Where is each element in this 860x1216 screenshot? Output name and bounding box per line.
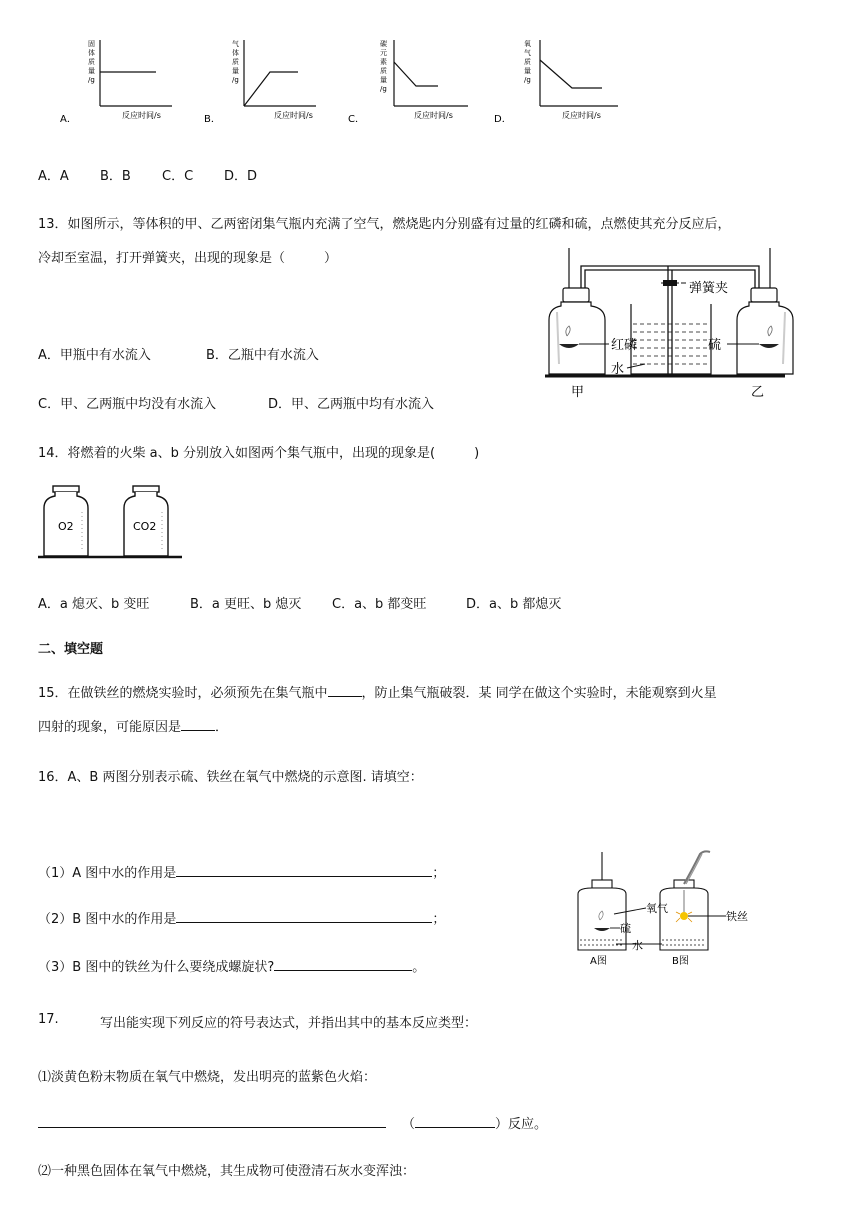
q16-sub2: （2）B 图中水的作用是 ； (38, 908, 445, 927)
q16-blank-3[interactable] (274, 956, 412, 971)
q15-blank-1[interactable] (328, 682, 362, 697)
q16-sub3: （3）B 图中的铁丝为什么要绕成螺旋状? 。 (38, 956, 425, 975)
q16-sub1: （1）A 图中水的作用是 ； (38, 862, 445, 881)
q17-stem: 写出能实现下列反应的符号表达式，并指出其中的基本反应类型： (100, 1016, 478, 1031)
q17-number: 17. (38, 1012, 59, 1027)
graph-a-xlabel: 反应时间/s (122, 111, 161, 120)
graph-c-letter: C． (348, 114, 365, 125)
q15-blank-2[interactable] (181, 716, 215, 731)
label-iron-wire: 铁丝 (726, 910, 748, 923)
q13-stem-line2: 冷却至室温，打开弹簧夹，出现的现象是（ ） (38, 251, 338, 266)
q14-option-c[interactable]: C．a、b 都变旺 (332, 597, 427, 612)
q13-stem-line1: 13．如图所示，等体积的甲、乙两密闭集气瓶内充满了空气，燃烧匙内分别盛有过量的红磷和硫，点燃使其充分反应后， (38, 217, 731, 232)
q15-line1: 15．在做铁丝的燃烧实验时，必须预先在集气瓶中 ，防止集气瓶破裂．某 同学在做这个实验时，未能观察到火星 (38, 682, 717, 701)
label-yi: 乙 (751, 385, 765, 400)
graph-a-letter: A． (60, 114, 77, 125)
label-a-figure: A图 (590, 956, 607, 967)
graph-b-xlabel: 反应时间/s (274, 111, 313, 120)
q12-option-c[interactable]: C．C (162, 169, 194, 184)
graph-d-xlabel: 反应时间/s (562, 111, 601, 120)
q14-option-d[interactable]: D．a、b 都熄灭 (466, 597, 562, 612)
q17-blank-type[interactable] (415, 1113, 495, 1128)
graph-c-curve (394, 62, 438, 86)
q13-option-c[interactable]: C．甲、乙两瓶中均没有水流入 (38, 397, 217, 412)
graph-b-letter: B． (204, 114, 221, 125)
graph-b (198, 38, 338, 128)
graph-d-curve (540, 60, 602, 88)
jar-co2-label: CO2 (133, 520, 157, 533)
section-title: 二、填空题 (38, 642, 104, 657)
q12-option-d[interactable]: D．D (224, 169, 258, 184)
q16-blank-1[interactable] (176, 862, 432, 877)
q16-combustion-figure (570, 850, 760, 972)
bottle-a (578, 852, 626, 967)
bottle-yi (737, 288, 793, 374)
label-water: 水 (611, 362, 625, 377)
q14-option-b[interactable]: B．a 更旺、b 熄灭 (190, 597, 302, 612)
graph-d (490, 38, 640, 128)
label-sulfur: 硫 (708, 338, 722, 353)
q15-line2: 四射的现象，可能原因是 ． (38, 716, 228, 735)
q12-option-a[interactable]: A．A (38, 169, 69, 184)
graph-b-curve (244, 72, 298, 106)
q17-part1: ⑴淡黄色粉末物质在氧气中燃烧，发出明亮的蓝紫色火焰： (38, 1070, 377, 1085)
label-water-b: 水 (632, 939, 643, 952)
label-b-figure: B图 (672, 956, 689, 967)
label-jia: 甲 (571, 385, 585, 400)
jar-o2 (44, 486, 88, 556)
q16-blank-2[interactable] (176, 908, 432, 923)
q13-apparatus-figure (545, 240, 795, 402)
q13-option-d[interactable]: D．甲、乙两瓶中均有水流入 (268, 397, 435, 412)
label-red-phosphorus: 红磷 (611, 338, 638, 353)
graph-c-xlabel: 反应时间/s (414, 111, 453, 120)
graph-a-ylabel: 固 体 质 量 /g (88, 40, 95, 84)
jar-o2-label: O2 (58, 520, 74, 533)
q12-graphs (52, 38, 652, 128)
water-beaker (631, 304, 711, 374)
graph-b-ylabel: 气 体 质 量 /g (232, 40, 239, 84)
q17-part2: ⑵一种黑色固体在氧气中燃烧，其生成物可使澄清石灰水变浑浊： (38, 1164, 416, 1179)
q12-option-b[interactable]: B．B (100, 169, 131, 184)
q17-blank-equation[interactable] (38, 1113, 386, 1128)
q14-jars-figure (36, 484, 186, 560)
q13-option-a[interactable]: A．甲瓶中有水流入 (38, 348, 151, 363)
jar-co2 (124, 486, 168, 556)
graph-c-ylabel: 碳 元 素 质 量 /g (380, 40, 387, 93)
label-clip: 弹簧夹 (689, 281, 729, 296)
q14-option-a[interactable]: A．a 熄灭、b 变旺 (38, 597, 150, 612)
label-oxygen: 氧气 (646, 902, 668, 915)
label-sulfur-b: 硫 (620, 922, 631, 935)
spark-icon (680, 912, 688, 920)
q16-stem: 16．A、B 两图分别表示硫、铁丝在氧气中燃烧的示意图. 请填空： (38, 770, 423, 785)
graph-a (52, 38, 192, 128)
bottle-jia (549, 288, 605, 374)
q13-option-b[interactable]: B．乙瓶中有水流入 (206, 348, 319, 363)
q14-stem: 14．将燃着的火柴 a、b 分别放入如图两个集气瓶中，出现的现象是( ) (38, 446, 480, 461)
graph-d-letter: D． (494, 114, 512, 125)
q17-part1-answer: （ ）反应。 (38, 1113, 547, 1132)
graph-d-ylabel: 氧 气 质 量 /g (524, 40, 531, 84)
graph-c (344, 38, 490, 128)
